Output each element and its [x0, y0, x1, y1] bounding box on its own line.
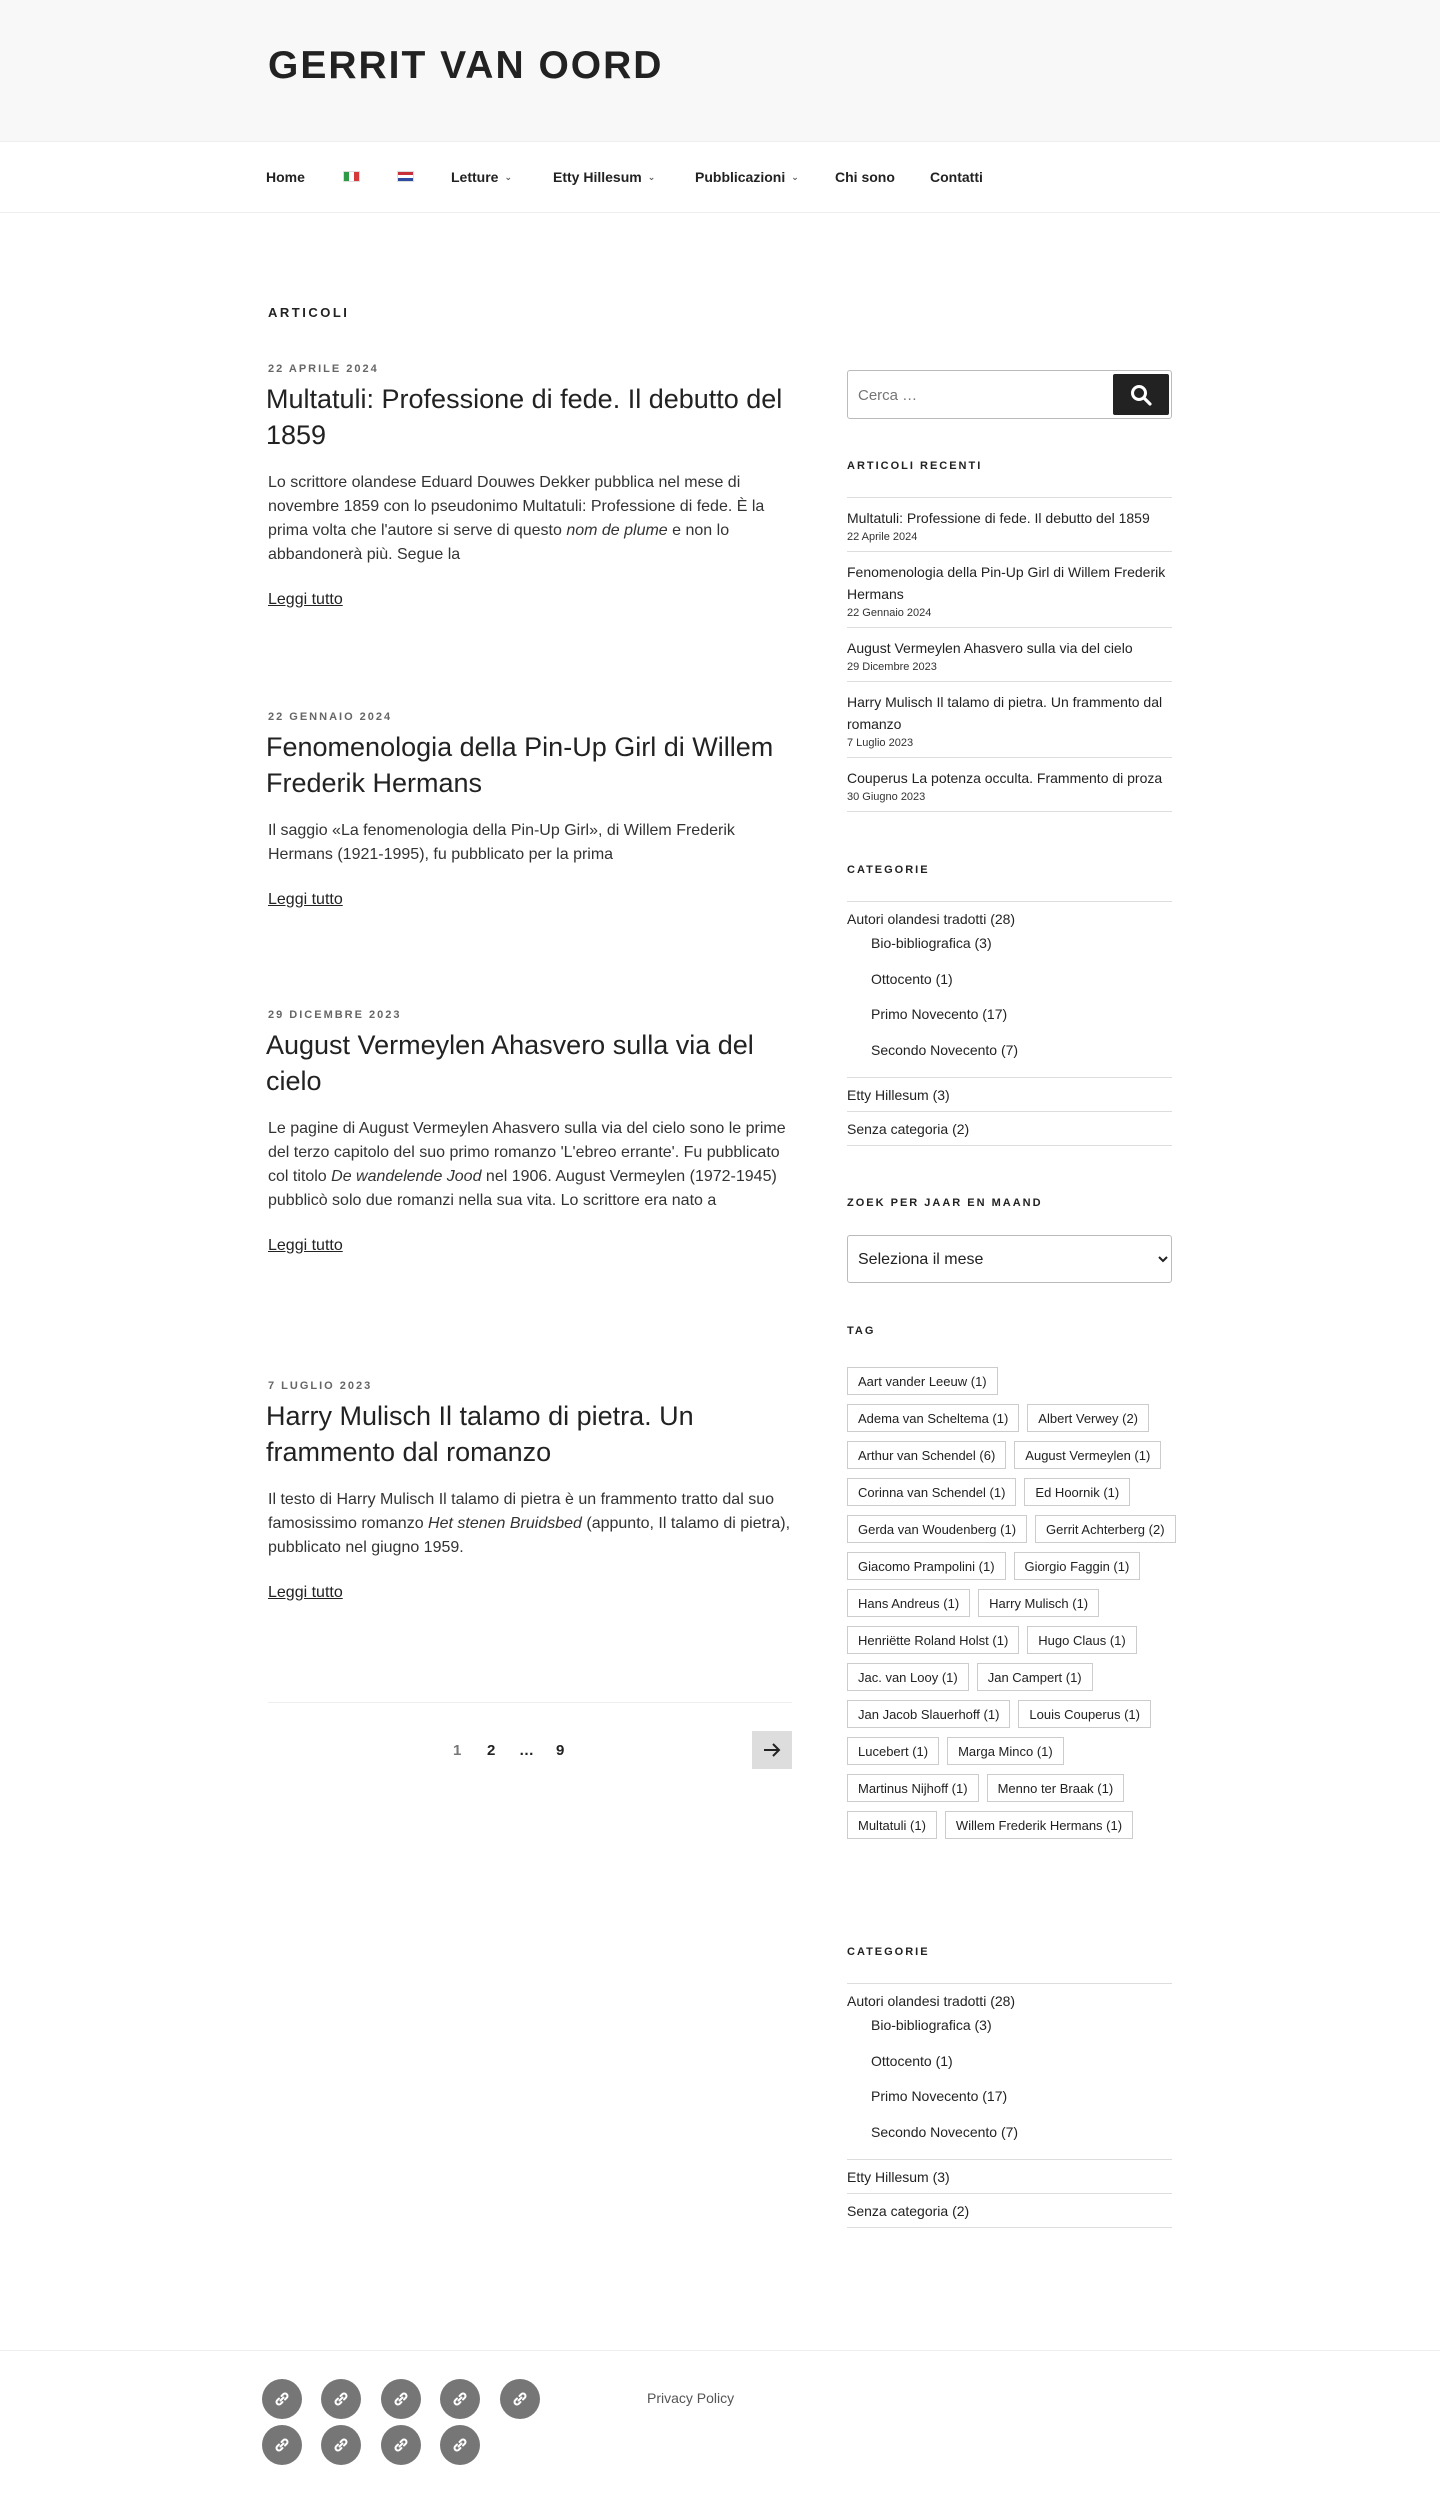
search-icon: [1130, 384, 1152, 406]
privacy-policy-link[interactable]: Privacy Policy: [647, 2390, 735, 2406]
archive-month-select[interactable]: [847, 1235, 1172, 1283]
post-date[interactable]: 29 DICEMBRE 2023: [268, 1009, 402, 1021]
tag-link[interactable]: August Vermeylen (1): [1014, 1441, 1161, 1469]
tag-link[interactable]: Louis Couperus (1): [1018, 1700, 1151, 1728]
post-date[interactable]: 22 APRILE 2024: [268, 363, 379, 375]
nav-dutch-flag-icon[interactable]: [397, 171, 414, 182]
chevron-down-icon: ⌄: [504, 171, 512, 182]
site-footer: [0, 2350, 1440, 2494]
link-icon: [511, 2390, 529, 2408]
recent-post-date: 22 Aprile 2024: [847, 531, 918, 543]
site-title[interactable]: GERRIT VAN OORD: [268, 44, 664, 87]
post-title[interactable]: Fenomenologia della Pin-Up Girl di Willem Frederik Hermans: [266, 732, 774, 798]
link-icon: [451, 2436, 469, 2454]
tag-link[interactable]: Marga Minco (1): [947, 1737, 1064, 1765]
tag-cloud: [847, 1367, 1177, 1839]
post-item: [268, 1380, 792, 1602]
categories-list-2: [847, 1983, 1172, 2228]
link-icon: [273, 2436, 291, 2454]
category-link[interactable]: Secondo Novecento (7): [871, 1041, 1019, 1058]
nav-letture[interactable]: [451, 169, 512, 185]
read-more-link[interactable]: Leggi tutto: [268, 891, 343, 908]
category-link[interactable]: Ottocento (1): [871, 970, 953, 987]
post-title[interactable]: Multatuli: Professione di fede. Il debutto del 1859: [266, 384, 783, 450]
category-item: [847, 2160, 1172, 2194]
tag-link[interactable]: Multatuli (1): [847, 1811, 937, 1839]
arrow-right-icon: [763, 1743, 781, 1757]
tag-link[interactable]: Arthur van Schendel (6): [847, 1441, 1006, 1469]
pagination-next-button[interactable]: [752, 1731, 792, 1769]
post-excerpt: Lo scrittore olandese Eduard Douwes Dekker pubblica nel mese di novembre 1859 con lo pseudonimo Multatuli: Professione di fede. È la prima volta che l'autore si serve di questo nom de plume e non lo abbandonerà più. Segue la: [268, 474, 765, 563]
pagination-divider: [268, 1702, 792, 1703]
link-icon: [392, 2390, 410, 2408]
post-date[interactable]: 7 LUGLIO 2023: [268, 1380, 373, 1392]
category-item: [847, 1984, 1172, 2160]
nav-pubblicazioni[interactable]: [695, 169, 799, 185]
post-excerpt: Il testo di Harry Mulisch Il talamo di pietra è un frammento tratto dal suo famosissimo romanzo Het stenen Bruidsbed (appunto, Il talamo di pietra), pubblicato nel giugno 1959.: [268, 1491, 791, 1556]
category-link[interactable]: Primo Novecento (17): [871, 2088, 1008, 2104]
tag-link[interactable]: Martinus Nijhoff (1): [847, 1774, 979, 1802]
chevron-down-icon: ⌄: [647, 171, 656, 182]
post-title[interactable]: Harry Mulisch Il talamo di pietra. Un frammento dal romanzo: [266, 1401, 694, 1467]
link-icon: [451, 2390, 469, 2408]
tag-link[interactable]: Hugo Claus (1): [1027, 1626, 1136, 1654]
recent-post-link[interactable]: August Vermeylen Ahasvero sulla via del cielo: [847, 640, 1133, 656]
post-item: [268, 1009, 792, 1255]
social-link-icon[interactable]: [440, 2379, 480, 2419]
category-link[interactable]: Bio-bibliografica (3): [871, 935, 992, 951]
social-link-icon[interactable]: [500, 2379, 540, 2419]
category-item: [847, 2194, 1172, 2228]
pagination-current-page: 1: [453, 1742, 462, 1759]
post-excerpt: Il saggio «La fenomenologia della Pin-Up Girl», di Willem Frederik Hermans (1921-1995), fu pubblicato per la prima: [268, 822, 735, 863]
chevron-down-icon: ⌄: [791, 171, 799, 182]
category-link[interactable]: Primo Novecento (17): [871, 1006, 1008, 1022]
link-icon: [332, 2436, 350, 2454]
social-link-icon[interactable]: [321, 2425, 361, 2465]
recent-post-date: 7 Luglio 2023: [847, 737, 914, 749]
nav-italian-flag-icon[interactable]: [343, 171, 360, 182]
tag-link[interactable]: Gerda van Woudenberg (1): [847, 1515, 1027, 1543]
nav-contatti[interactable]: Contatti: [930, 169, 983, 185]
nav-pubblicazioni-label: Pubblicazioni: [695, 169, 786, 185]
social-link-icon[interactable]: [262, 2425, 302, 2465]
post-item: [268, 711, 792, 909]
nav-etty-hillesum[interactable]: [553, 169, 655, 185]
recent-post-link[interactable]: Fenomenologia della Pin-Up Girl di Willem Frederik Hermans: [847, 564, 1166, 602]
category-link[interactable]: Bio-bibliografica (3): [871, 2017, 992, 2033]
categories-list: [847, 901, 1172, 1146]
tag-link[interactable]: Jac. van Looy (1): [847, 1663, 969, 1691]
tag-link[interactable]: Aart vander Leeuw (1): [847, 1367, 998, 1395]
list-item: [847, 628, 1172, 682]
site-header: [0, 0, 1440, 142]
subcategory-list: [847, 935, 1172, 1077]
tag-link[interactable]: Albert Verwey (2): [1027, 1404, 1149, 1432]
category-link[interactable]: Etty Hillesum (3): [847, 2169, 950, 2185]
category-link[interactable]: Autori olandesi tradotti (28): [847, 911, 1016, 927]
main-navigation: [0, 142, 1440, 213]
nav-home[interactable]: Home: [266, 169, 305, 185]
search-button[interactable]: [1113, 374, 1169, 415]
category-link[interactable]: Senza categoria (2): [847, 2203, 970, 2219]
tag-link[interactable]: Giorgio Faggin (1): [1014, 1552, 1141, 1580]
recent-posts-title: ARTICOLI RECENTI: [847, 460, 983, 472]
social-link-icon[interactable]: [381, 2425, 421, 2465]
tag-link[interactable]: Hans Andreus (1): [847, 1589, 970, 1617]
read-more-link[interactable]: Leggi tutto: [268, 1584, 343, 1601]
tag-link[interactable]: Gerrit Achterberg (2): [1035, 1515, 1176, 1543]
post-excerpt: Le pagine di August Vermeylen Ahasvero sulla via del cielo sono le prime del terzo capitolo del suo primo romanzo 'L'ebreo errante'. Fu pubblicato col titolo De wandelende Jood nel 1906. August Vermeylen (1972-1945) pubblicò solo due romanzi nella sua vita. Lo scrittore era nato a: [268, 1120, 786, 1209]
tag-link[interactable]: Jan Jacob Slauerhoff (1): [847, 1700, 1010, 1728]
read-more-link[interactable]: Leggi tutto: [268, 1237, 343, 1254]
tag-link[interactable]: Harry Mulisch (1): [978, 1589, 1099, 1617]
recent-post-date: 29 Dicembre 2023: [847, 661, 937, 673]
category-link[interactable]: Ottocento (1): [871, 2052, 953, 2069]
recent-post-link[interactable]: Multatuli: Professione di fede. Il debutto del 1859: [847, 510, 1150, 526]
nav-etty-label: Etty Hillesum: [553, 169, 642, 185]
subcategory-list: [847, 2017, 1172, 2159]
tag-link[interactable]: Willem Frederik Hermans (1): [945, 1811, 1133, 1839]
pagination-page-2[interactable]: 2: [487, 1742, 496, 1759]
category-item: [847, 1078, 1172, 1112]
tag-link[interactable]: Ed Hoornik (1): [1024, 1478, 1130, 1506]
link-icon: [273, 2390, 291, 2408]
post-item: [268, 363, 792, 609]
search-input[interactable]: [858, 381, 1098, 409]
archive-title: ZOEK PER JAAR EN MAAND: [847, 1197, 1043, 1209]
category-link[interactable]: Secondo Novecento (7): [871, 2123, 1019, 2140]
category-item: [847, 902, 1172, 1078]
post-title[interactable]: August Vermeylen Ahasvero sulla via del cielo: [266, 1030, 754, 1096]
list-item: [847, 682, 1172, 758]
tags-title: TAG: [847, 1325, 876, 1337]
list-item: [847, 758, 1172, 812]
search-form: [847, 370, 1172, 419]
tag-link[interactable]: Menno ter Braak (1): [987, 1774, 1125, 1802]
recent-post-link[interactable]: Couperus La potenza occulta. Frammento di proza: [847, 770, 1163, 786]
tag-link[interactable]: Adema van Scheltema (1): [847, 1404, 1019, 1432]
tag-link[interactable]: Giacomo Prampolini (1): [847, 1552, 1006, 1580]
tag-link[interactable]: Lucebert (1): [847, 1737, 939, 1765]
recent-posts-list: [847, 497, 1172, 812]
category-item: [847, 1112, 1172, 1146]
post-date[interactable]: 22 GENNAIO 2024: [268, 711, 393, 723]
list-item: [847, 498, 1172, 552]
categories-title-2: CATEGORIE: [847, 1946, 930, 1958]
categories-title: CATEGORIE: [847, 864, 930, 876]
page-title: ARTICOLI: [268, 305, 350, 320]
social-link-icon[interactable]: [262, 2379, 302, 2419]
recent-post-date: 22 Gennaio 2024: [847, 607, 932, 619]
category-link[interactable]: Autori olandesi tradotti (28): [847, 1993, 1016, 2009]
link-icon: [332, 2390, 350, 2408]
tag-link[interactable]: Corinna van Schendel (1): [847, 1478, 1016, 1506]
tag-link[interactable]: Henriëtte Roland Holst (1): [847, 1626, 1019, 1654]
nav-chi-sono[interactable]: Chi sono: [835, 169, 895, 185]
recent-post-date: 30 Giugno 2023: [847, 791, 926, 803]
social-link-icon[interactable]: [381, 2379, 421, 2419]
category-link[interactable]: Senza categoria (2): [847, 1121, 970, 1137]
nav-letture-label: Letture: [451, 169, 499, 185]
pagination-page-9[interactable]: 9: [556, 1742, 565, 1759]
social-link-icon[interactable]: [321, 2379, 361, 2419]
category-link[interactable]: Etty Hillesum (3): [847, 1087, 950, 1103]
list-item: [847, 552, 1172, 628]
pagination-dots: …: [519, 1742, 534, 1759]
link-icon: [392, 2436, 410, 2454]
recent-post-link[interactable]: Harry Mulisch Il talamo di pietra. Un frammento dal romanzo: [847, 694, 1163, 732]
social-link-icon[interactable]: [440, 2425, 480, 2465]
read-more-link[interactable]: Leggi tutto: [268, 591, 343, 608]
tag-link[interactable]: Jan Campert (1): [977, 1663, 1093, 1691]
